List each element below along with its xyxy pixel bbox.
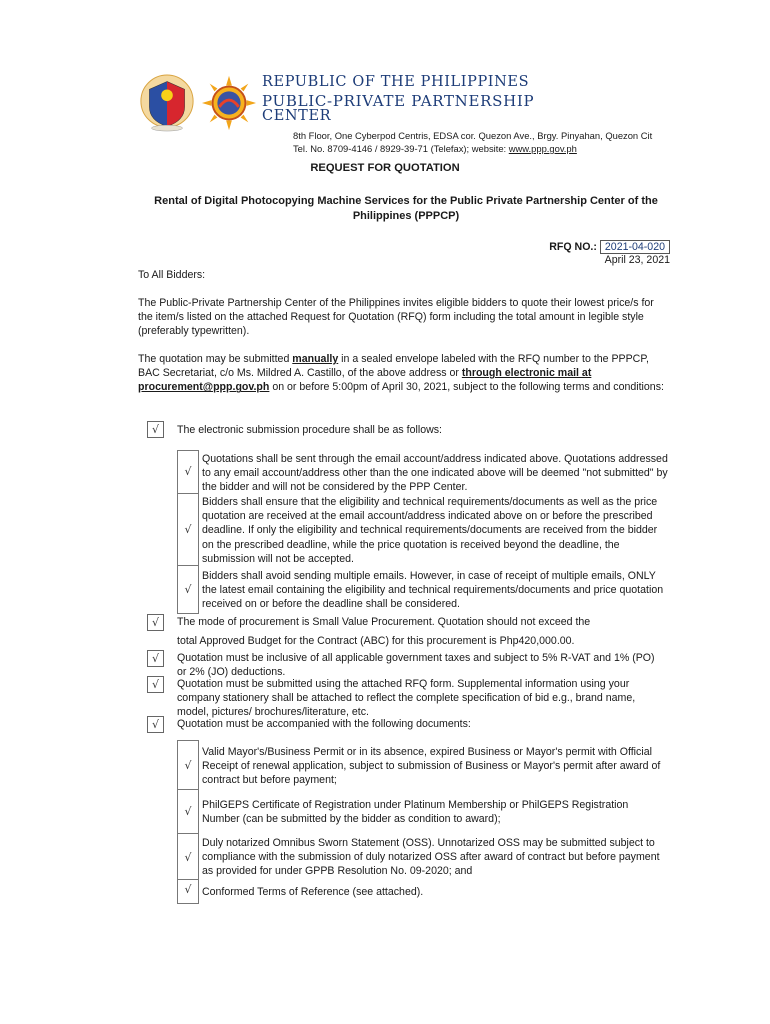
- header-tel: Tel. No. 8709-4146 / 8929-39-71 (Telefax); website:: [293, 143, 509, 154]
- header-address-block: [293, 129, 652, 155]
- term5-sub4-text: Conformed Terms of Reference (see attached).: [202, 886, 424, 898]
- para2-text-b: in a sealed envelope labeled with the RFQ number to the PPPCP, BAC Secretariat, c/o Ms. Mildred A. Castillo, of the above address or: [138, 353, 649, 380]
- term5-text: Quotation must be accompanied with the following documents:: [177, 718, 471, 730]
- rfq-date: April 23, 2021: [604, 254, 670, 266]
- document-title: REQUEST FOR QUOTATION: [310, 162, 460, 174]
- term1-checkbox[interactable]: √: [147, 421, 164, 438]
- term5-checkbox[interactable]: √: [147, 716, 164, 733]
- website-link[interactable]: www.ppp.gov.ph: [508, 143, 577, 154]
- term1-subitems-column: [177, 450, 199, 614]
- term1-sub2-text: Bidders shall ensure that the eligibility and technical requirements/documents as well as the price quotation are received at the email account/address indicated above on or before the prescribed deadline. If only the eligibility and technical requirements/documents are received from the bidder on the prescribed deadline, while the price quotation is received beyond the deadline, the submission will not be accepted.: [202, 496, 658, 565]
- header-address: 8th Floor, One Cyberpod Centris, EDSA cor. Quezon Ave., Brgy. Pinyahan, Quezon Cit: [293, 130, 653, 141]
- document-subtitle: Rental of Digital Photocopying Machine Services for the Public Private Partnership Center of the Philippines (PPPCP): [154, 195, 658, 222]
- manually-emphasis: manually: [292, 353, 339, 365]
- para2-text-c: on or before 5:00pm of April 30, 2021, subject to the following terms and conditions:: [269, 381, 664, 394]
- divider: [178, 565, 198, 566]
- rfq-number-field[interactable]: 2021-04-020: [600, 240, 670, 254]
- term5-sub4-check[interactable]: √: [184, 883, 192, 896]
- term5-sub3-check[interactable]: √: [184, 851, 192, 864]
- header-center: CENTER: [262, 108, 332, 124]
- salutation: To All Bidders:: [138, 269, 206, 281]
- term3-checkbox[interactable]: √: [147, 650, 164, 667]
- term1-sub3-check[interactable]: √: [184, 583, 192, 596]
- electronic-emphasis: through electronic mail at: [461, 367, 592, 380]
- term5-sub2-check[interactable]: √: [184, 805, 192, 818]
- header-agency: PUBLIC-PRIVATE PARTNERSHIP: [262, 92, 535, 110]
- term4-checkbox[interactable]: √: [147, 676, 164, 693]
- term5-sub2-text: PhilGEPS Certificate of Registration under Platinum Membership or PhilGEPS Registration Number (can be submitted by the bidder as condition to award);: [202, 799, 629, 826]
- rfq-block: [549, 240, 670, 266]
- term3-text: Quotation must be inclusive of all applicable government taxes and subject to 5% R-VAT and 1% (PO) or 2% (JO) deductions.: [177, 652, 655, 679]
- term5-sub1-check[interactable]: √: [184, 759, 192, 772]
- term1-sub2-check[interactable]: √: [184, 523, 192, 536]
- term1-sub1-text: Quotations shall be sent through the email account/address indicated above. Quotations addressed to any email account/address other than the one indicated above will be deemed "not submitted" by the bidder and will not be considered by the PPP Center.: [202, 453, 668, 494]
- divider: [178, 789, 198, 790]
- term5-sub1-text: Valid Mayor's/Business Permit or in its absence, expired Business or Mayor's permit with Official Receipt of renewal application, subject to submission of Business or Mayor's permit after award of contract but before payment;: [202, 746, 661, 787]
- divider: [178, 493, 198, 494]
- header-republic: REPUBLIC OF THE PHILIPPINES: [262, 74, 530, 90]
- term1-sub3-text: Bidders shall avoid sending multiple emails. However, in case of receipt of multiple emails, ONLY the latest email containing the eligibility and technical requirements/documents and price quotation received on or before the deadline shall be considered.: [202, 570, 664, 611]
- pppc-sun-logo: [200, 74, 258, 132]
- intro-paragraph: The Public-Private Partnership Center of the Philippines invites eligible bidders to quote their lowest price/s for the item/s listed on the attached Request for Quotation (RFQ) form including the total amount in legible style (preferably typewritten).: [138, 297, 654, 338]
- procurement-email-link[interactable]: procurement@ppp.gov.ph: [138, 381, 270, 394]
- divider: [178, 833, 198, 834]
- para2-text-a: The quotation may be submitted: [138, 353, 293, 365]
- term4-text: Quotation must be submitted using the attached RFQ form. Supplemental information using your company stationery shall be attached to reflect the complete specification of bid e.g., brand name, model, pictures/ brochures/literature, etc.: [177, 678, 636, 719]
- term2-text-line2: total Approved Budget for the Contract (ABC) for this procurement is Php420,000.00.: [177, 635, 575, 647]
- term5-subitems-column: [177, 740, 199, 904]
- divider: [178, 879, 198, 880]
- submission-paragraph: [138, 352, 668, 395]
- header-contact: [293, 142, 652, 155]
- term5-sub3-text: Duly notarized Omnibus Sworn Statement (OSS). Unnotarized OSS may be submitted subject to compliance with the submission of duly notarized OSS after award of contract but before payment as provided for under GPPB Resolution No. 09-2020; and: [202, 837, 660, 878]
- philippine-seal-logo: [138, 74, 196, 132]
- term1-sub1-check[interactable]: √: [184, 465, 192, 478]
- term2-checkbox[interactable]: √: [147, 614, 164, 631]
- term1-text: The electronic submission procedure shall be as follows:: [177, 424, 442, 436]
- rfq-label: RFQ NO.:: [549, 241, 597, 253]
- term2-text-line1: The mode of procurement is Small Value Procurement. Quotation should not exceed the: [177, 616, 591, 628]
